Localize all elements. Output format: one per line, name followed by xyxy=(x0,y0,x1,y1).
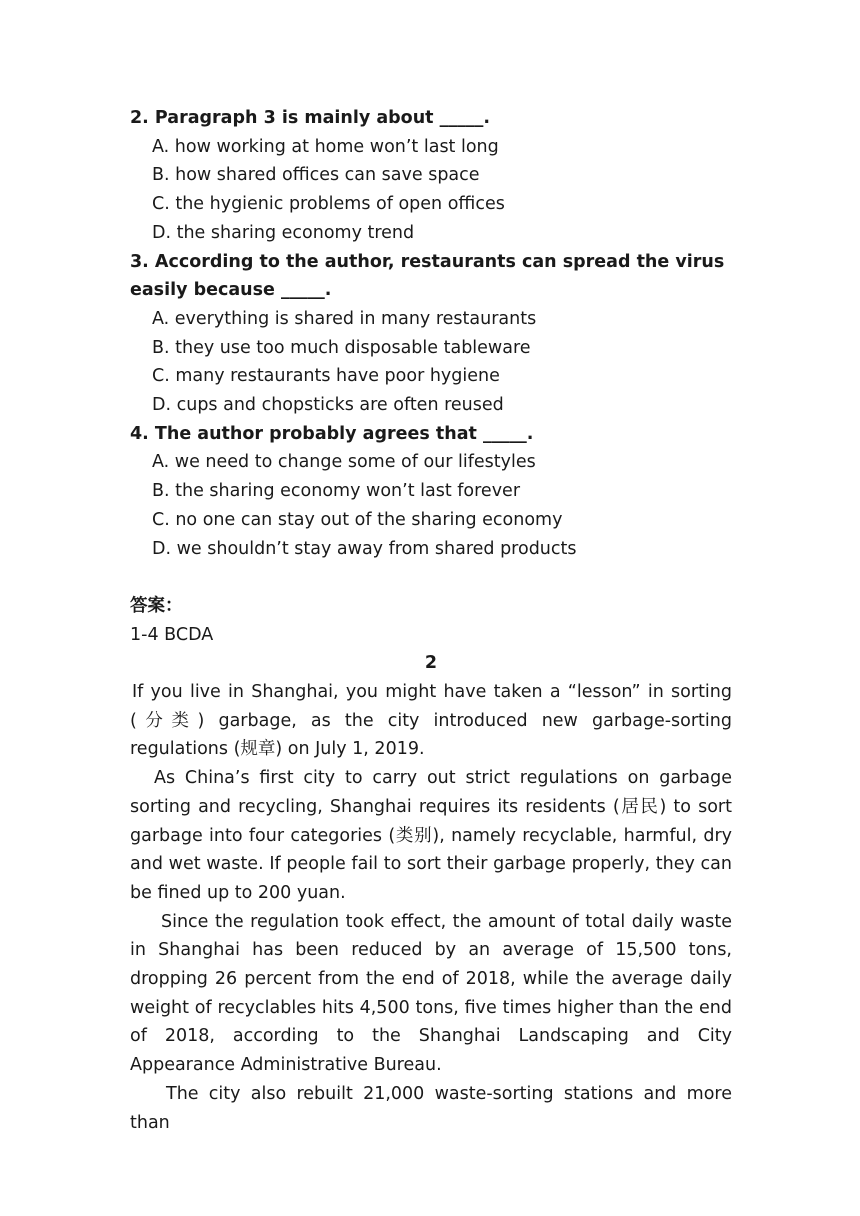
question-2-option-b: B. how shared offices can save space xyxy=(152,165,480,186)
question-4-stem: 4. The author probably agrees that _____. xyxy=(130,423,534,444)
question-3-stem: 3. According to the author, restaurants can spread the virus easily because _____. xyxy=(130,251,725,301)
passage-paragraph-2: As China’s first city to carry out strict regulations on garbage sorting and recycling, Shanghai requires its residents (居民) to sort garbage into four categories (类别), namely recyclable, harmful, dry and wet waste. If people fail to sort their garbage properly, they can be fined up to 200 yuan. xyxy=(130,768,732,903)
document-page xyxy=(130,104,732,1137)
question-3-option-c: C. many restaurants have poor hygiene xyxy=(152,366,500,387)
spacer xyxy=(130,563,732,592)
question-2-option-a: A. how working at home won’t last long xyxy=(152,136,499,157)
question-4-option-d: D. we shouldn’t stay away from shared products xyxy=(152,538,577,559)
question-3-option-d: D. cups and chopsticks are often reused xyxy=(152,395,504,416)
question-2-stem: 2. Paragraph 3 is mainly about _____. xyxy=(130,108,491,128)
question-2-option-d: D. the sharing economy trend xyxy=(152,222,415,243)
question-4-option-a: A. we need to change some of our lifestyles xyxy=(152,452,536,473)
question-4-option-b: B. the sharing economy won’t last forever xyxy=(152,481,521,502)
answer-label: 答案： xyxy=(130,595,183,616)
passage-paragraph-1: If you live in Shanghai, you might have taken a “lesson” in sorting (分类) garbage, as the city introduced new garbage-sorting regulations (规章) on July 1, 2019. xyxy=(130,682,732,760)
question-4-option-c: C. no one can stay out of the sharing economy xyxy=(152,509,563,530)
question-3-option-b: B. they use too much disposable tableware xyxy=(152,337,531,358)
answer-value: 1-4 BCDA xyxy=(130,624,214,645)
section-number: 2 xyxy=(424,653,438,674)
question-3-option-a: A. everything is shared in many restaurants xyxy=(152,308,537,329)
question-2-option-c: C. the hygienic problems of open offices xyxy=(152,194,505,215)
passage-paragraph-3: Since the regulation took effect, the amount of total daily waste in Shanghai has been reduced by an average of 15,500 tons, dropping 26 percent from the end of 2018, while the average daily weight of recyclables hits 4,500 tons, five times higher than the end of 2018, according to the Shanghai Landscaping and City Appearance Administrative Bureau. xyxy=(130,911,732,1076)
passage-paragraph-4: The city also rebuilt 21,000 waste-sorting stations and more than xyxy=(130,1083,732,1133)
